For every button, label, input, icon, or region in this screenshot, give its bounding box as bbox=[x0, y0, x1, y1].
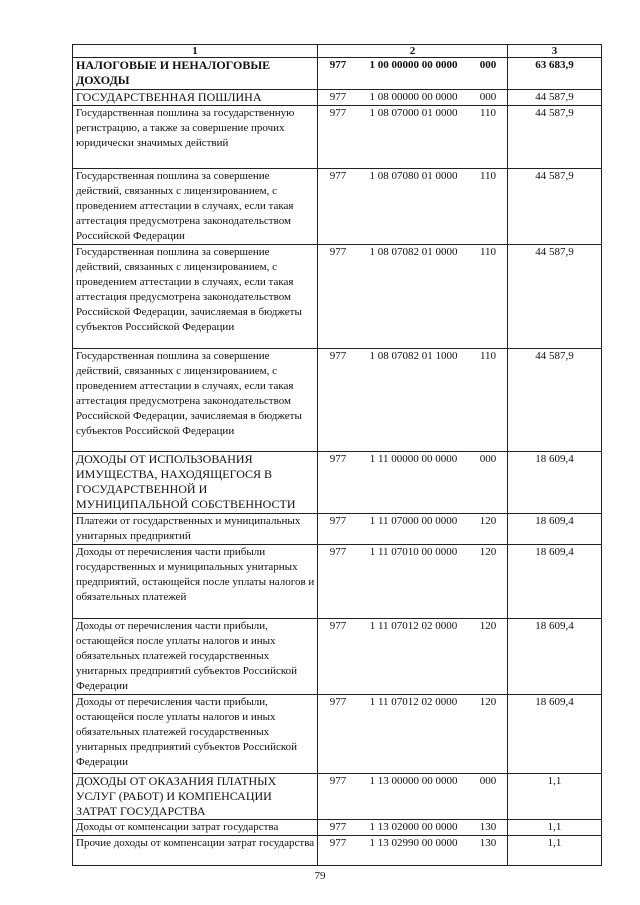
row-name: Доходы от перечисления части прибыли, остающейся после уплаты налогов и иных обязательных платежей государственных унитарных предприятий субъектов Российской Федерации bbox=[73, 619, 318, 695]
row-name: НАЛОГОВЫЕ И НЕНАЛОГОВЫЕ ДОХОДЫ bbox=[73, 58, 318, 90]
row-budget-code: 1 08 07080 01 0000 bbox=[369, 170, 458, 182]
revenue-table bbox=[72, 44, 602, 866]
table-row bbox=[73, 619, 602, 695]
row-budget-code: 1 11 07000 00 0000 bbox=[369, 515, 458, 527]
row-budget-code: 1 00 00000 00 0000 bbox=[369, 59, 458, 71]
row-admin-code: 977 bbox=[329, 350, 347, 362]
header-col-2: 2 bbox=[318, 45, 508, 58]
row-amount: 18 609,4 bbox=[508, 452, 602, 514]
row-name: Доходы от перечисления части прибыли государственных и муниципальных унитарных предприятий, остающейся после уплаты налогов и обязательных платежей bbox=[73, 545, 318, 619]
row-subtype-code: 000 bbox=[479, 59, 497, 71]
row-subtype-code: 120 bbox=[479, 546, 497, 558]
row-subtype-code: 000 bbox=[479, 91, 497, 103]
row-admin-code: 977 bbox=[329, 246, 347, 258]
row-code-cell bbox=[318, 245, 508, 349]
header-col-3: 3 bbox=[508, 45, 602, 58]
row-name: ГОСУДАРСТВЕННАЯ ПОШЛИНА bbox=[73, 90, 318, 106]
table-row bbox=[73, 58, 602, 90]
row-admin-code: 977 bbox=[329, 821, 347, 833]
row-name: Доходы от компенсации затрат государства bbox=[73, 820, 318, 836]
row-amount: 44 587,9 bbox=[508, 169, 602, 245]
row-code-cell bbox=[318, 619, 508, 695]
row-amount: 1,1 bbox=[508, 774, 602, 820]
row-name: Платежи от государственных и муниципальных унитарных предприятий bbox=[73, 514, 318, 545]
table-row bbox=[73, 169, 602, 245]
row-name: Государственная пошлина за совершение действий, связанных с лицензированием, с проведением аттестации в случаях, если такая аттестация предусмотрена законодательством Российской Федерации, зачисляемая в бюджеты субъектов Российской Федерации bbox=[73, 245, 318, 349]
row-code-cell bbox=[318, 90, 508, 106]
table-row bbox=[73, 514, 602, 545]
row-code-cell bbox=[318, 774, 508, 820]
row-amount: 18 609,4 bbox=[508, 545, 602, 619]
row-code-cell bbox=[318, 106, 508, 169]
row-subtype-code: 120 bbox=[479, 620, 497, 632]
row-budget-code: 1 13 00000 00 0000 bbox=[369, 775, 458, 787]
table-row bbox=[73, 695, 602, 774]
page-number: 79 bbox=[314, 870, 326, 882]
row-name: ДОХОДЫ ОТ ОКАЗАНИЯ ПЛАТНЫХ УСЛУГ (РАБОТ) И КОМПЕНСАЦИИ ЗАТРАТ ГОСУДАРСТВА bbox=[73, 774, 318, 820]
row-budget-code: 1 11 07010 00 0000 bbox=[369, 546, 458, 558]
row-subtype-code: 120 bbox=[479, 515, 497, 527]
row-admin-code: 977 bbox=[329, 837, 347, 849]
row-subtype-code: 000 bbox=[479, 453, 497, 465]
row-budget-code: 1 08 07000 01 0000 bbox=[369, 107, 458, 119]
row-admin-code: 977 bbox=[329, 107, 347, 119]
row-subtype-code: 110 bbox=[479, 107, 497, 119]
row-admin-code: 977 bbox=[329, 170, 347, 182]
row-name: ДОХОДЫ ОТ ИСПОЛЬЗОВАНИЯ ИМУЩЕСТВА, НАХОДЯЩЕГОСЯ В ГОСУДАРСТВЕННОЙ И МУНИЦИПАЛЬНОЙ СОБСТВЕННОСТИ bbox=[73, 452, 318, 514]
row-admin-code: 977 bbox=[329, 91, 347, 103]
table-row bbox=[73, 106, 602, 169]
row-budget-code: 1 08 07082 01 1000 bbox=[369, 350, 458, 362]
row-amount: 18 609,4 bbox=[508, 695, 602, 774]
row-amount: 18 609,4 bbox=[508, 619, 602, 695]
row-amount: 1,1 bbox=[508, 836, 602, 866]
header-col-1: 1 bbox=[73, 45, 318, 58]
row-name: Государственная пошлина за совершение действий, связанных с лицензированием, с проведением аттестации в случаях, если такая аттестация предусмотрена законодательством Российской Федерации, зачисляемая в бюджеты субъектов Российской Федерации bbox=[73, 349, 318, 452]
row-code-cell bbox=[318, 836, 508, 866]
row-amount: 18 609,4 bbox=[508, 514, 602, 545]
row-code-cell bbox=[318, 820, 508, 836]
row-admin-code: 977 bbox=[329, 546, 347, 558]
row-name: Прочие доходы от компенсации затрат государства bbox=[73, 836, 318, 866]
row-code-cell bbox=[318, 349, 508, 452]
table-row bbox=[73, 545, 602, 619]
table-row bbox=[73, 836, 602, 866]
row-budget-code: 1 11 07012 02 0000 bbox=[369, 696, 458, 708]
row-admin-code: 977 bbox=[329, 696, 347, 708]
row-budget-code: 1 13 02990 00 0000 bbox=[369, 837, 458, 849]
row-subtype-code: 130 bbox=[479, 821, 497, 833]
row-amount: 44 587,9 bbox=[508, 106, 602, 169]
row-amount: 44 587,9 bbox=[508, 245, 602, 349]
row-code-cell bbox=[318, 695, 508, 774]
row-budget-code: 1 08 07082 01 0000 bbox=[369, 246, 458, 258]
row-code-cell bbox=[318, 545, 508, 619]
row-name: Государственная пошлина за государственную регистрацию, а также за совершение прочих юридически значимых действий bbox=[73, 106, 318, 169]
row-amount: 1,1 bbox=[508, 820, 602, 836]
row-subtype-code: 110 bbox=[479, 170, 497, 182]
row-subtype-code: 000 bbox=[479, 775, 497, 787]
row-code-cell bbox=[318, 452, 508, 514]
row-amount: 44 587,9 bbox=[508, 349, 602, 452]
row-name: Доходы от перечисления части прибыли, остающейся после уплаты налогов и иных обязательных платежей государственных унитарных предприятий субъектов Российской Федерации bbox=[73, 695, 318, 774]
row-budget-code: 1 08 00000 00 0000 bbox=[369, 91, 458, 103]
row-code-cell bbox=[318, 514, 508, 545]
row-name: Государственная пошлина за совершение действий, связанных с лицензированием, с проведением аттестации в случаях, если такая аттестация предусмотрена законодательством Российской Федерации bbox=[73, 169, 318, 245]
table-row bbox=[73, 452, 602, 514]
header-row bbox=[73, 45, 602, 58]
row-budget-code: 1 11 00000 00 0000 bbox=[369, 453, 458, 465]
row-subtype-code: 130 bbox=[479, 837, 497, 849]
row-subtype-code: 110 bbox=[479, 246, 497, 258]
row-budget-code: 1 13 02000 00 0000 bbox=[369, 821, 458, 833]
row-budget-code: 1 11 07012 02 0000 bbox=[369, 620, 458, 632]
row-amount: 63 683,9 bbox=[508, 58, 602, 90]
row-admin-code: 977 bbox=[329, 620, 347, 632]
row-admin-code: 977 bbox=[329, 59, 347, 71]
table-row bbox=[73, 90, 602, 106]
row-subtype-code: 120 bbox=[479, 696, 497, 708]
row-code-cell bbox=[318, 169, 508, 245]
table-row bbox=[73, 245, 602, 349]
row-admin-code: 977 bbox=[329, 515, 347, 527]
row-admin-code: 977 bbox=[329, 775, 347, 787]
row-subtype-code: 110 bbox=[479, 350, 497, 362]
row-amount: 44 587,9 bbox=[508, 90, 602, 106]
table-row bbox=[73, 349, 602, 452]
table-row bbox=[73, 774, 602, 820]
row-code-cell bbox=[318, 58, 508, 90]
row-admin-code: 977 bbox=[329, 453, 347, 465]
table-row bbox=[73, 820, 602, 836]
